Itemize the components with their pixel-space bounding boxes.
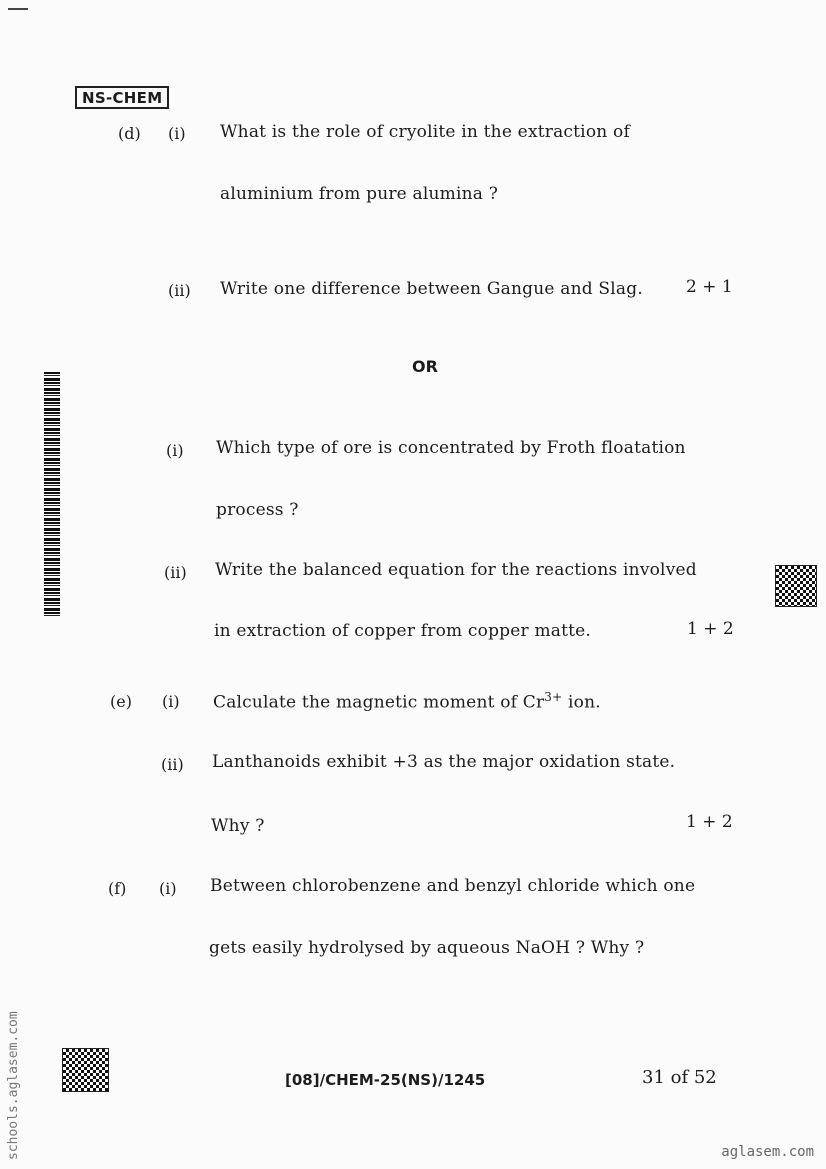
question-text: Write one difference between Gangue and Slag. — [220, 279, 643, 299]
question-label-d: (d) — [118, 124, 141, 143]
question-label-e: (e) — [110, 692, 132, 711]
subpart-label: (i) — [168, 124, 186, 143]
paper-footer-code: [08]/CHEM-25(NS)/1245 — [285, 1071, 486, 1089]
question-text: Lanthanoids exhibit +3 as the major oxidation state. — [212, 752, 676, 772]
scan-mark — [8, 8, 28, 10]
question-text: Write the balanced equation for the reactions involved — [215, 560, 697, 580]
page-number: 31 of 52 — [642, 1067, 717, 1088]
subpart-label: (ii) — [161, 755, 184, 774]
marks: 2 + 1 — [686, 277, 733, 297]
question-text: Between chlorobenzene and benzyl chloride which one — [210, 876, 696, 896]
subpart-label: (i) — [166, 441, 184, 460]
question-text: What is the role of cryolite in the extraction of — [220, 122, 630, 142]
marks: 1 + 2 — [687, 619, 734, 639]
watermark-brand: aglasem.com — [721, 1144, 814, 1160]
marks: 1 + 2 — [686, 812, 733, 832]
barcode-image — [44, 372, 60, 616]
question-text: aluminium from pure alumina ? — [220, 184, 499, 204]
question-text-main: Calculate the magnetic moment of Cr — [213, 692, 545, 713]
subpart-label: (i) — [162, 692, 180, 711]
question-text: process ? — [216, 500, 299, 520]
question-label-f: (f) — [108, 879, 127, 898]
subpart-label: (i) — [159, 879, 177, 898]
paper-code-box: NS-CHEM — [75, 86, 169, 109]
qr-code-icon — [775, 565, 817, 607]
question-text: Which type of ore is concentrated by Froth floatation — [216, 438, 686, 458]
question-text-tail: ion. — [562, 692, 601, 713]
question-text — [213, 690, 601, 713]
watermark-url: schools.aglasem.com — [6, 1011, 21, 1160]
or-divider: OR — [412, 357, 438, 376]
question-text: gets easily hydrolysed by aqueous NaOH ? Why ? — [209, 938, 645, 958]
question-text: Why ? — [211, 816, 265, 836]
subpart-label: (ii) — [164, 563, 187, 582]
subpart-label: (ii) — [168, 281, 191, 300]
qr-code-icon — [62, 1048, 109, 1092]
ion-charge: 3+ — [544, 690, 563, 704]
question-text: in extraction of copper from copper matte. — [214, 621, 592, 641]
